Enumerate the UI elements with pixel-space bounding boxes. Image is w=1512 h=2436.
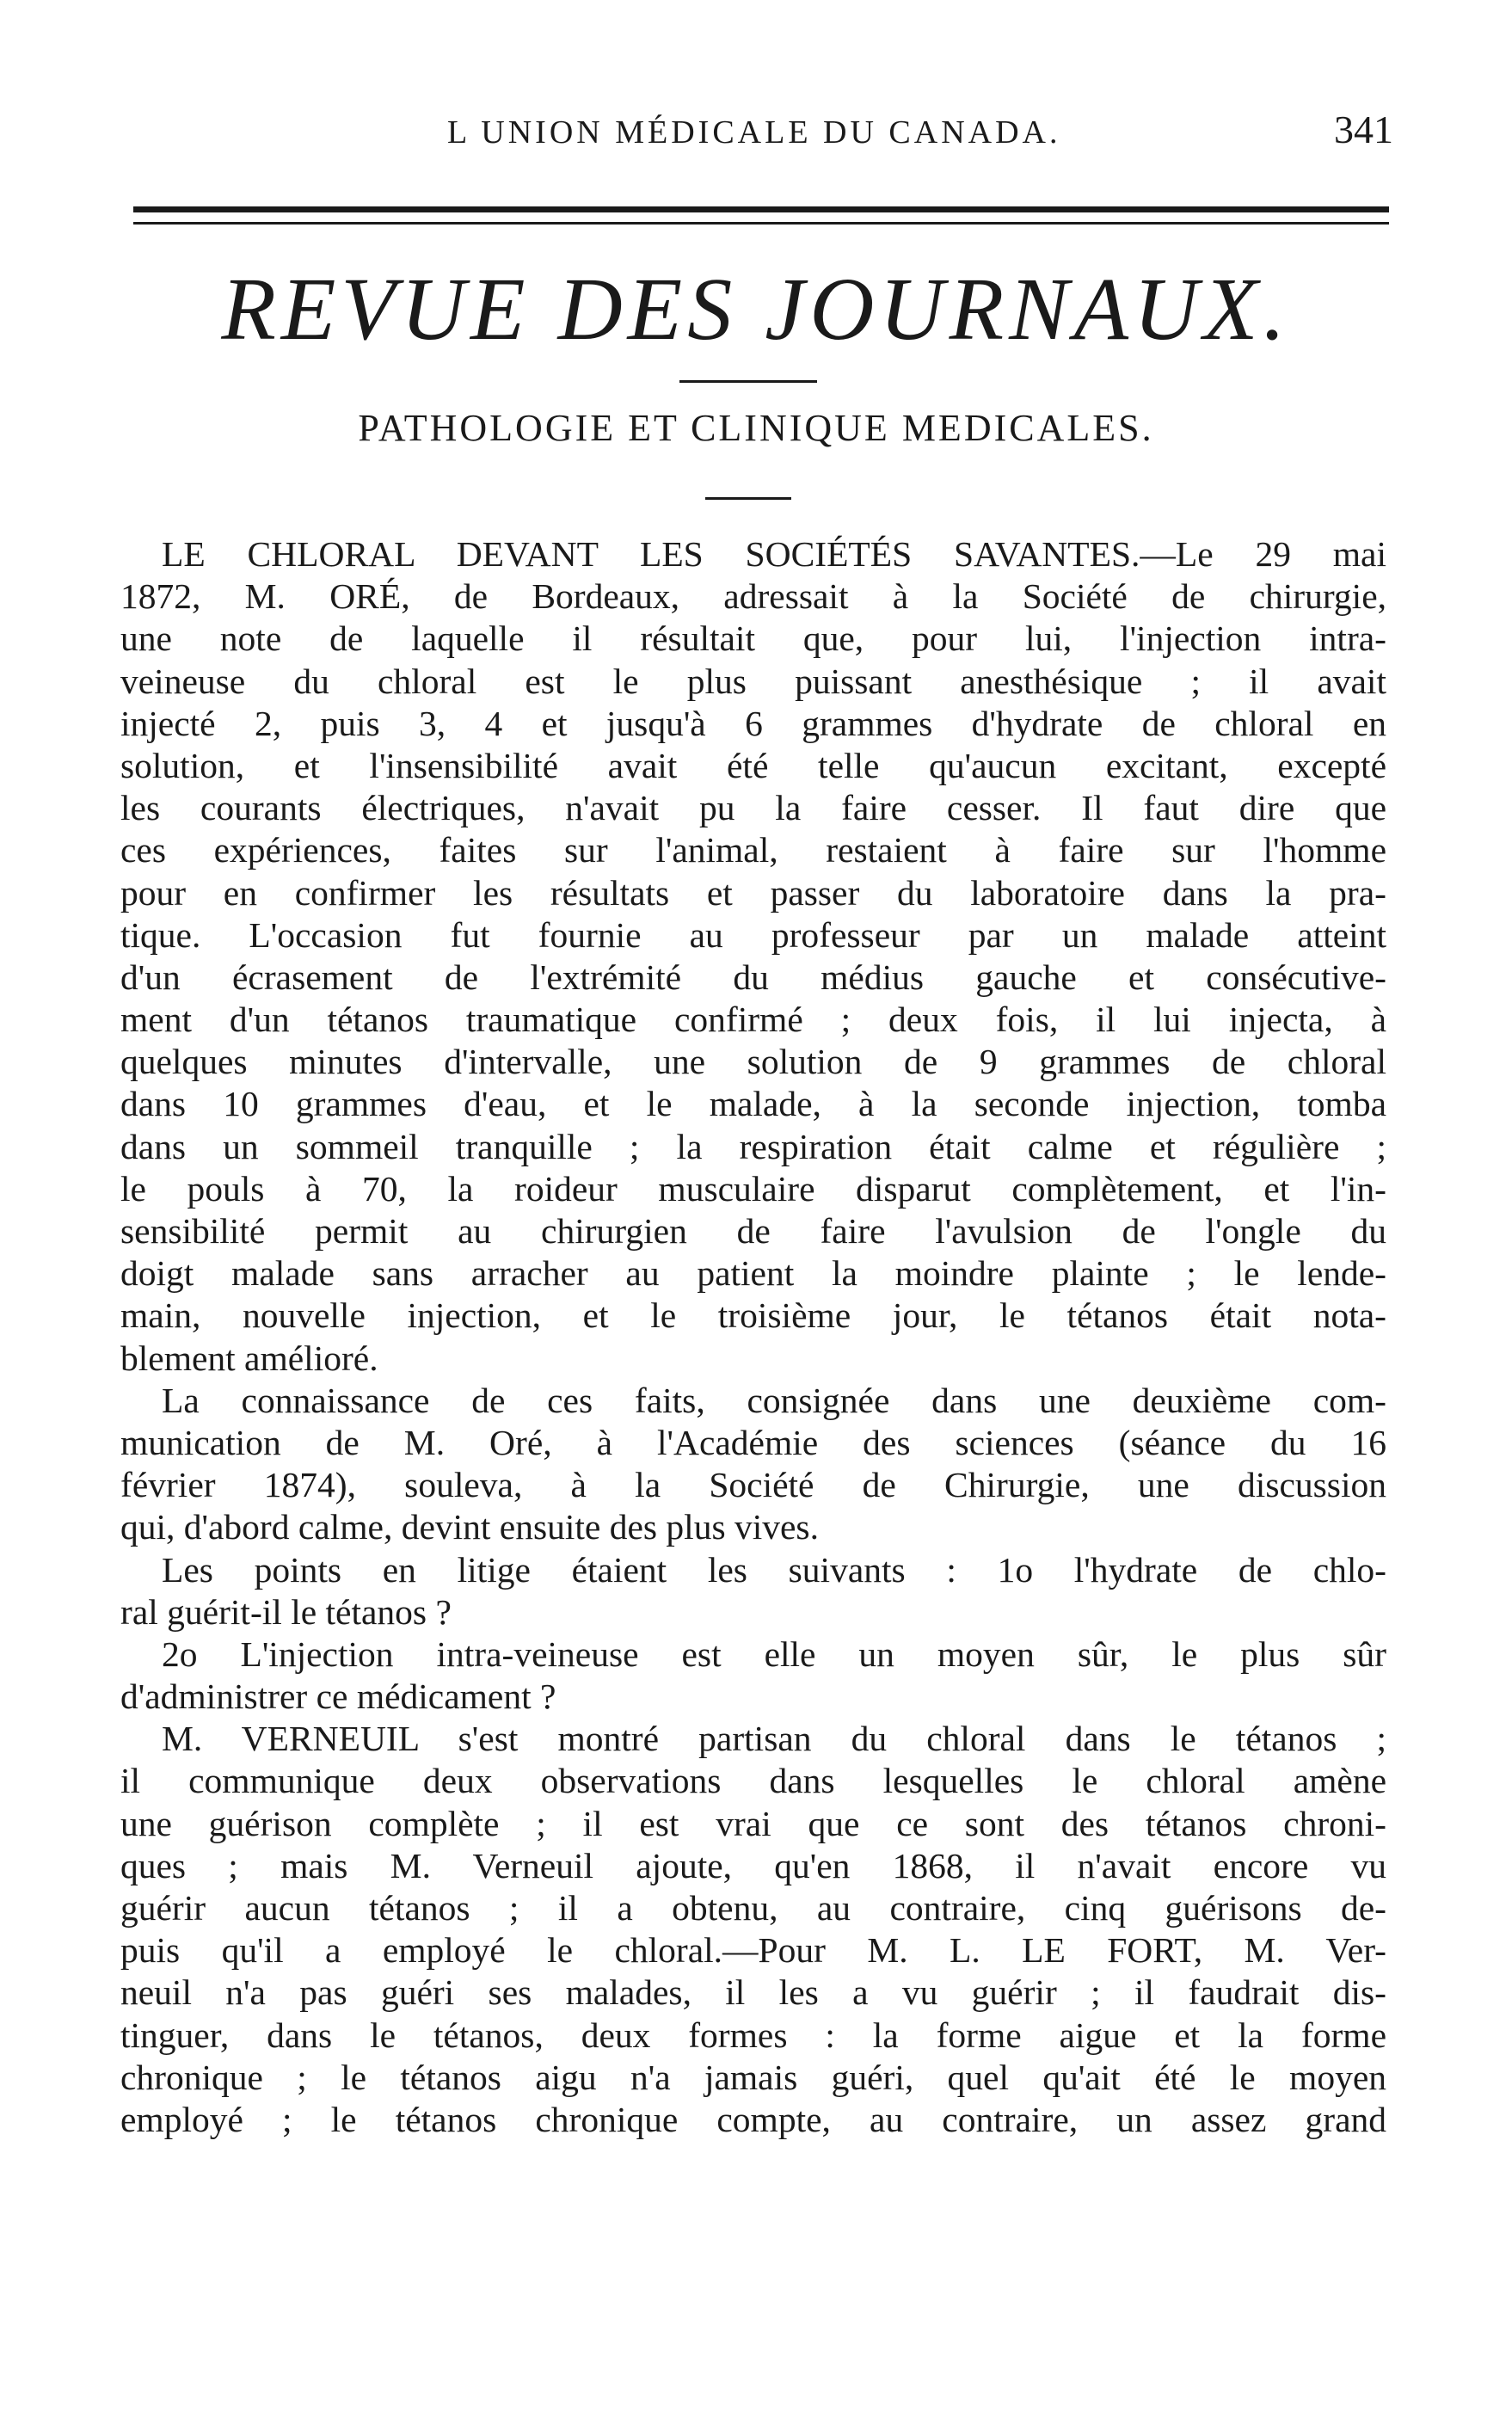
text-line: veineuse du chloral est le plus puissant anesthésique ; il avait <box>120 661 1386 701</box>
subsection-title: PATHOLOGIE ET CLINIQUE MEDICALES. <box>358 407 1154 449</box>
running-title: L UNION MÉDICALE DU CANADA. <box>447 114 1061 151</box>
text-line: ment d'un tétanos traumatique confirmé ; deux fois, il lui injecta, à <box>120 1000 1386 1040</box>
text-line: pour en confirmer les résultats et passer du laboratoire dans la pra- <box>120 872 1386 913</box>
text-line: employé ; le tétanos chronique compte, au contraire, un assez grand <box>120 2099 1386 2139</box>
page-number: 341 <box>1334 108 1393 151</box>
text-line: sensibilité permit au chirurgien de faire l'avulsion de l'ongle du <box>120 1211 1386 1251</box>
text-line: une guérison complète ; il est vrai que ce sont des tétanos chroni- <box>120 1803 1386 1843</box>
text-line: guérir aucun tétanos ; il a obtenu, au contraire, cinq guérisons de- <box>120 1888 1386 1928</box>
header-rule-thick <box>133 206 1389 212</box>
text-line: qui, d'abord calme, devint ensuite des plus vives. <box>120 1507 819 1547</box>
text-line: solution, et l'insensibilité avait été telle qu'aucun excitant, excepté <box>120 745 1386 785</box>
text-line: le pouls à 70, la roideur musculaire disparut complètement, et l'in- <box>120 1168 1386 1209</box>
text-line: février 1874), souleva, à la Société de Chirurgie, une discussion <box>120 1465 1386 1505</box>
text-line: une note de laquelle il résultait que, pour lui, l'injection intra- <box>120 618 1386 659</box>
text-line: 1872, M. ORÉ, de Bordeaux, adressait à la Société de chirurgie, <box>120 576 1386 617</box>
text-line: 2o L'injection intra-veineuse est elle un moyen sûr, le plus sûr <box>162 1633 1386 1674</box>
text-line: ces expériences, faites sur l'animal, restaient à faire sur l'homme <box>120 830 1386 870</box>
text-line: neuil n'a pas guéri ses malades, il les a vu guérir ; il faudrait dis- <box>120 1972 1386 2013</box>
text-line: quelques minutes d'intervalle, une solution de 9 grammes de chloral <box>120 1042 1386 1082</box>
text-line: injecté 2, puis 3, 4 et jusqu'à 6 grammes d'hydrate de chloral en <box>120 703 1386 743</box>
text-line: les courants électriques, n'avait pu la faire cesser. Il faut dire que <box>120 788 1386 828</box>
text-line: munication de M. Oré, à l'Académie des sciences (séance du 16 <box>120 1422 1386 1462</box>
section-title: REVUE DES JOURNAUX. <box>221 260 1291 359</box>
text-line: blement amélioré. <box>120 1338 378 1378</box>
text-line: tique. L'occasion fut fournie au professeur par un malade atteint <box>120 914 1386 955</box>
section-divider <box>679 380 817 383</box>
text-line: tinguer, dans le tétanos, deux formes : la forme aigue et la forme <box>120 2015 1386 2055</box>
text-line: doigt malade sans arracher au patient la moindre plainte ; le lende- <box>120 1253 1386 1294</box>
text-line: Les points en litige étaient les suivants : 1o l'hydrate de chlo- <box>162 1549 1386 1590</box>
header-rule-thin <box>133 222 1389 225</box>
text-line: ral guérit-il le tétanos ? <box>120 1591 452 1632</box>
text-line: dans un sommeil tranquille ; la respiration était calme et régulière ; <box>120 1126 1386 1166</box>
text-line: d'un écrasement de l'extrémité du médius gauche et consécutive- <box>120 957 1386 997</box>
text-line: dans 10 grammes d'eau, et le malade, à la seconde injection, tomba <box>120 1084 1386 1124</box>
text-line: chronique ; le tétanos aigu n'a jamais guéri, quel qu'ait été le moyen <box>120 2057 1386 2097</box>
text-line: puis qu'il a employé le chloral.—Pour M. L. LE FORT, M. Ver- <box>120 1930 1386 1971</box>
text-line: LE CHLORAL DEVANT LES SOCIÉTÉS SAVANTES.—Le 29 mai <box>162 534 1386 574</box>
running-head <box>129 108 1393 165</box>
text-line: La connaissance de ces faits, consignée dans une deuxième com- <box>162 1380 1386 1420</box>
subsection-divider <box>705 497 791 500</box>
text-line: il communique deux observations dans lesquelles le chloral amène <box>120 1761 1386 1801</box>
article-body <box>120 533 1386 2141</box>
text-line: M. VERNEUIL s'est montré partisan du chloral dans le tétanos ; <box>162 1719 1386 1759</box>
text-line: main, nouvelle injection, et le troisième jour, le tétanos était nota- <box>120 1295 1386 1336</box>
text-line: ques ; mais M. Verneuil ajoute, qu'en 1868, il n'avait encore vu <box>120 1845 1386 1885</box>
text-line: d'administrer ce médicament ? <box>120 1676 556 1717</box>
